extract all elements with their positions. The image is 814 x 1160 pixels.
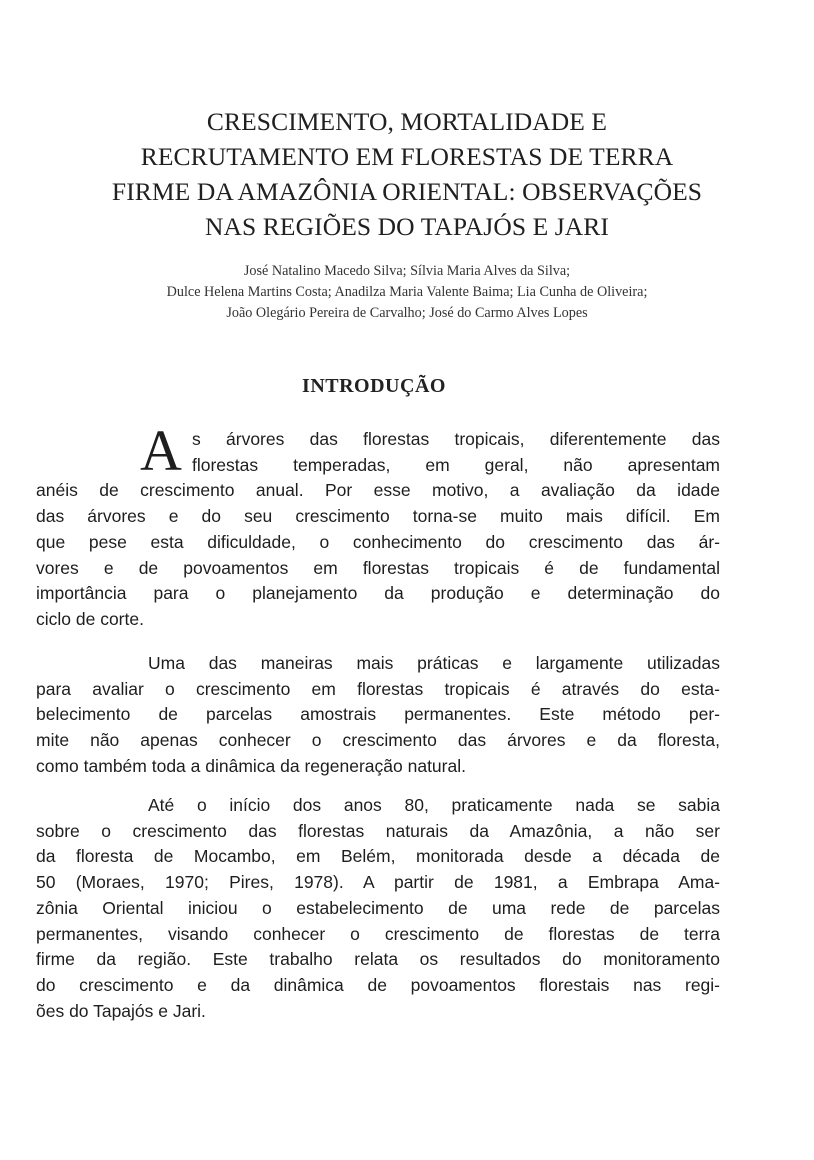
author-line: Dulce Helena Martins Costa; Anadilza Maria Valente Baima; Lia Cunha de Oliveira; [166, 284, 648, 300]
section-heading-introducao: INTRODUÇÃO [302, 375, 446, 397]
text-line: do crescimento e da dinâmica de povoamentos florestais nas regi- [36, 974, 720, 995]
text-line: da floresta de Mocambo, em Belém, monitorada desde a década de [36, 846, 720, 867]
text-line: das árvores e do seu crescimento torna-se muito mais difícil. Em [36, 506, 720, 527]
text-line: sobre o crescimento das florestas naturais da Amazônia, a não ser [36, 820, 720, 841]
text-line: belecimento de parcelas amostrais permanentes. Este método per- [36, 704, 720, 725]
title-line: CRESCIMENTO, MORTALIDADE E [206, 107, 608, 136]
title-line: FIRME DA AMAZÔNIA ORIENTAL: OBSERVAÇÕES [111, 177, 703, 206]
text-line: permanentes, visando conhecer o crescimento de florestas de terra [36, 923, 720, 944]
paragraph-2 [36, 651, 720, 780]
text-line: ciclo de corte. [36, 608, 144, 629]
drop-cap: A [140, 418, 182, 483]
title-line: RECRUTAMENTO EM FLORESTAS DE TERRA [140, 142, 674, 171]
text-line: ões do Tapajós e Jari. [36, 1000, 206, 1021]
author-line: José Natalino Macedo Silva; Sílvia Maria Alves da Silva; [243, 263, 571, 279]
author-list [40, 261, 774, 324]
text-line: florestas temperadas, em geral, não apresentam [192, 454, 720, 475]
text-line: Uma das maneiras mais práticas e largamente utilizadas [148, 653, 720, 673]
paragraph-3 [36, 793, 720, 1024]
paper-title [40, 104, 774, 244]
text-line: que pese esta dificuldade, o conhecimento do crescimento das ár- [36, 531, 720, 552]
text-line: zônia Oriental iniciou o estabelecimento de uma rede de parcelas [36, 897, 720, 918]
text-line: Até o início dos anos 80, praticamente nada se sabia [148, 795, 720, 815]
text-line: vores e de povoamentos em florestas tropicais é de fundamental [36, 557, 720, 578]
paragraph-1 [36, 427, 720, 633]
text-line: para avaliar o crescimento em florestas tropicais é através do esta- [36, 678, 720, 699]
title-line: NAS REGIÕES DO TAPAJÓS E JARI [205, 212, 609, 241]
text-line: s árvores das florestas tropicais, diferentemente das [192, 429, 720, 449]
text-line: firme da região. Este trabalho relata os resultados do monitoramento [36, 949, 720, 970]
author-line: João Olegário Pereira de Carvalho; José do Carmo Alves Lopes [226, 305, 588, 321]
text-line: anéis de crescimento anual. Por esse motivo, a avaliação da idade [36, 480, 720, 501]
text-line: 50 (Moraes, 1970; Pires, 1978). A partir de 1981, a Embrapa Ama- [36, 872, 720, 893]
text-line: mite não apenas conhecer o crescimento das árvores e da floresta, [36, 730, 720, 751]
text-line: como também toda a dinâmica da regeneração natural. [36, 755, 466, 776]
text-line: importância para o planejamento da produção e determinação do [36, 583, 720, 604]
